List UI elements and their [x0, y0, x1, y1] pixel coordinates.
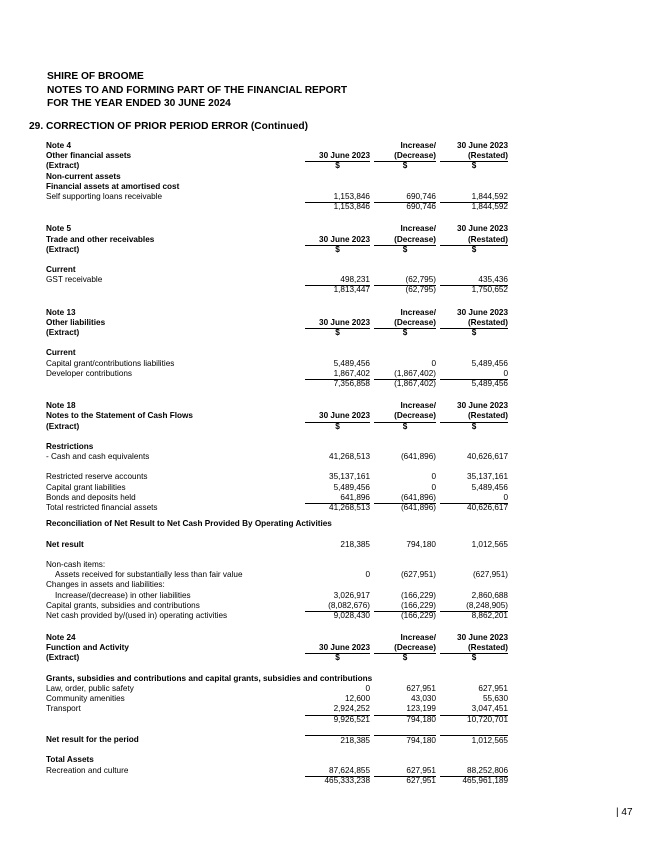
value-change: 43,030: [410, 694, 436, 704]
col-increase-header: Increase/: [400, 307, 436, 317]
note-5-block: [46, 224, 508, 295]
total-row: [46, 285, 508, 295]
total-2023: 1,153,846: [333, 202, 370, 212]
value-change: 123,199: [374, 704, 436, 715]
total-2023: 9,028,430: [333, 610, 370, 620]
value-2023: 41,268,513: [329, 452, 370, 462]
note-24-block: [46, 633, 508, 786]
subheading: Total Assets: [46, 755, 94, 765]
total-change: (166,229): [400, 610, 436, 620]
col-restated-header: 30 June 2023: [457, 307, 508, 317]
total-change: 690,746: [406, 202, 436, 212]
value-change: 0: [431, 472, 436, 482]
total-row: [46, 202, 508, 212]
total-restated: 1,750,652: [471, 285, 508, 295]
value-restated: 1,844,592: [440, 192, 508, 203]
value-restated: 0: [440, 493, 508, 504]
table-row: [46, 359, 508, 369]
value-change: 0: [431, 482, 436, 492]
value-2023: 1,867,402: [305, 369, 370, 380]
col-restated-header: 30 June 2023: [457, 141, 508, 150]
value-restated: 2,860,688: [471, 590, 508, 600]
extract-label: (Extract): [46, 328, 80, 337]
value-restated: 55,630: [482, 694, 508, 704]
value-2023: 641,896: [305, 493, 370, 504]
notes-content: [46, 141, 508, 786]
col-restated-header: 30 June 2023: [457, 633, 508, 643]
row-label: Assets received for substantially less than fair value: [55, 570, 243, 580]
value-2023: 35,137,161: [329, 472, 370, 482]
table-row: [46, 601, 508, 611]
row-label: Total restricted financial assets: [46, 503, 158, 512]
subheading: Grants, subsidies and contributions and capital grants, subsidies and contributions: [46, 673, 373, 683]
table-row: [46, 704, 508, 714]
value-restated: 3,047,451: [440, 704, 508, 715]
value-2023: 0: [365, 570, 370, 580]
row-label: Restricted reserve accounts: [46, 472, 148, 482]
col-decrease-header: (Decrease): [374, 643, 436, 654]
value-restated: 5,489,456: [471, 482, 508, 492]
table-row: [46, 452, 508, 462]
note-18-block: [46, 401, 508, 621]
total-2023: 465,333,238: [324, 775, 370, 785]
subheading: Changes in assets and liabilities:: [46, 580, 165, 590]
value-2023: (8,082,676): [305, 601, 370, 612]
col-restated-sub: (Restated): [440, 643, 508, 654]
value-2023: 3,026,917: [333, 590, 370, 600]
note-title: Function and Activity: [46, 643, 129, 653]
table-row: [46, 570, 508, 580]
row-label: Net result for the period: [46, 734, 139, 744]
note-13-block: [46, 308, 508, 390]
row-label: Self supporting loans receivable: [46, 191, 163, 201]
value-2023: 87,624,855: [305, 766, 370, 777]
table-row: [46, 472, 508, 482]
currency-label: $: [471, 161, 477, 171]
row-label: Transport: [46, 704, 81, 714]
row-label: Capital grant/contributions liabilities: [46, 358, 175, 368]
table-row: [46, 493, 508, 503]
value-restated: 88,252,806: [440, 766, 508, 777]
value-change: (62,795): [374, 275, 436, 286]
value-restated: (627,951): [472, 570, 508, 580]
value-change: (627,951): [400, 570, 436, 580]
value-change: (641,896): [400, 452, 436, 462]
value-change: 0: [431, 358, 436, 368]
col-increase-header: Increase/: [400, 633, 436, 643]
value-2023: 5,489,456: [333, 358, 370, 368]
value-change: 690,746: [374, 192, 436, 203]
currency-label: $: [335, 328, 340, 337]
total-2023: 7,356,858: [333, 378, 370, 388]
value-restated: 35,137,161: [467, 472, 508, 482]
total-restated: 10,720,701: [467, 714, 508, 724]
table-row: [46, 540, 508, 550]
table-row: [46, 369, 508, 379]
value-restated: 435,436: [440, 275, 508, 286]
col-restated-sub: (Restated): [440, 151, 508, 162]
total-row: [46, 715, 508, 725]
value-change: (641,896): [374, 493, 436, 504]
note-number: Note 18: [46, 401, 76, 411]
currency-label: $: [335, 161, 340, 171]
value-2023: 5,489,456: [333, 482, 370, 492]
currency-label: $: [471, 328, 477, 337]
currency-label: $: [402, 161, 408, 171]
col-restated-sub: (Restated): [440, 318, 508, 329]
total-2023: 9,926,521: [333, 714, 370, 724]
currency-label: $: [335, 653, 340, 663]
value-change: (166,229): [400, 590, 436, 600]
total-2023: 1,813,447: [333, 285, 370, 295]
col-restated-header: 30 June 2023: [457, 401, 508, 411]
value-2023: 1,153,846: [305, 192, 370, 203]
currency-label: $: [402, 328, 408, 337]
note-number: Note 24: [46, 633, 76, 643]
value-2023: 498,231: [305, 275, 370, 286]
total-row: [46, 611, 508, 621]
row-label: GST receivable: [46, 275, 103, 285]
row-label: - Cash and cash equivalents: [46, 452, 150, 462]
value-restated: (8,248,905): [440, 601, 508, 612]
subheading: Current: [46, 348, 76, 358]
note-number: Note 5: [46, 224, 72, 234]
currency-label: $: [471, 244, 477, 254]
table-row: [46, 483, 508, 493]
value-change: 794,180: [406, 539, 436, 549]
total-change: (62,795): [405, 285, 436, 295]
value-restated: 5,489,456: [471, 358, 508, 368]
row-label: Law, order, public safety: [46, 684, 134, 693]
row-label: Capital grants, subsidies and contributions: [46, 600, 200, 610]
total-change: (641,896): [400, 503, 436, 512]
value-restated: 627,951: [478, 684, 508, 693]
col-decrease-header: (Decrease): [374, 235, 436, 246]
total-change: (1,867,402): [394, 378, 436, 388]
currency-label: $: [402, 653, 408, 663]
col-increase-header: Increase/: [400, 141, 436, 150]
col-restated-header: 30 June 2023: [457, 224, 508, 234]
report-period: FOR THE YEAR ENDED 30 JUNE 2024: [47, 98, 231, 109]
subheading: Restrictions: [46, 441, 94, 451]
subheading: Financial assets at amortised cost: [46, 181, 180, 191]
value-2023: 12,600: [344, 694, 370, 704]
value-2023: 218,385: [340, 539, 370, 549]
note-title: Notes to the Statement of Cash Flows: [46, 411, 193, 421]
col-2023-header: 30 June 2023: [305, 318, 370, 329]
extract-label: (Extract): [46, 161, 80, 171]
row-label: Net result: [46, 539, 84, 549]
table-row: [46, 694, 508, 704]
value-change: (1,867,402): [374, 369, 436, 380]
value-restated: 1,012,565: [471, 539, 508, 549]
row-label: Community amenities: [46, 694, 125, 704]
total-row: [46, 379, 508, 389]
subheading: Current: [46, 265, 76, 275]
total-restated: 8,862,201: [471, 610, 508, 620]
reconciliation-title: Reconciliation of Net Result to Net Cash Provided By Operating Activities: [46, 519, 332, 529]
value-restated: 0: [440, 369, 508, 380]
entity-name: SHIRE OF BROOME: [47, 71, 144, 82]
value-restated: 1,012,565: [440, 735, 508, 746]
row-label: Bonds and deposits held: [46, 492, 136, 502]
col-2023-header: 30 June 2023: [305, 411, 370, 422]
col-decrease-header: (Decrease): [374, 411, 436, 422]
total-restated: 40,626,617: [467, 503, 508, 512]
value-2023: 218,385: [305, 735, 370, 746]
col-increase-header: Increase/: [400, 401, 436, 411]
value-2023: 2,924,252: [305, 704, 370, 715]
currency-label: $: [335, 244, 340, 254]
extract-label: (Extract): [46, 653, 80, 663]
total-restated: 1,844,592: [471, 202, 508, 212]
table-row: [46, 275, 508, 285]
subheading: Non-current assets: [46, 171, 121, 181]
col-restated-sub: (Restated): [440, 411, 508, 422]
page-number: | 47: [616, 807, 633, 818]
value-change: 794,180: [374, 735, 436, 746]
total-restated: 5,489,456: [471, 378, 508, 388]
table-row: [46, 591, 508, 601]
extract-label: (Extract): [46, 244, 80, 254]
value-2023: 0: [365, 684, 370, 693]
note-title: Other financial assets: [46, 151, 132, 161]
value-change: 627,951: [374, 766, 436, 777]
total-2023: 41,268,513: [329, 503, 370, 512]
table-row: [46, 192, 508, 202]
subheading: Non-cash items:: [46, 559, 106, 569]
col-2023-header: 30 June 2023: [305, 151, 370, 162]
note-title: Trade and other receivables: [46, 234, 155, 244]
row-label: Net cash provided by/(used in) operating activities: [46, 610, 228, 620]
col-decrease-header: (Decrease): [374, 318, 436, 329]
currency-label: $: [335, 421, 340, 431]
row-label: Increase/(decrease) in other liabilities: [55, 590, 191, 600]
note-number: Note 4: [46, 141, 72, 150]
value-change: (166,229): [374, 601, 436, 612]
note-4-block: [46, 141, 508, 212]
col-2023-header: 30 June 2023: [305, 643, 370, 654]
total-change: 627,951: [406, 775, 436, 785]
currency-label: $: [471, 421, 477, 431]
row-label: Developer contributions: [46, 368, 133, 378]
currency-label: $: [402, 244, 408, 254]
extract-label: (Extract): [46, 421, 80, 431]
row-label: Recreation and culture: [46, 765, 129, 775]
table-row: [46, 684, 508, 694]
section-title: 29. CORRECTION OF PRIOR PERIOD ERROR (Continued): [29, 121, 309, 132]
report-header: [47, 70, 347, 111]
col-2023-header: 30 June 2023: [305, 235, 370, 246]
report-title: NOTES TO AND FORMING PART OF THE FINANCIAL REPORT: [47, 84, 348, 96]
row-label: Capital grant liabilities: [46, 482, 126, 492]
col-increase-header: Increase/: [400, 224, 436, 234]
note-number: Note 13: [46, 307, 76, 317]
total-change: 794,180: [406, 714, 436, 724]
total-restated: 465,961,189: [462, 775, 508, 785]
col-decrease-header: (Decrease): [374, 151, 436, 162]
note-title: Other liabilities: [46, 317, 106, 327]
currency-label: $: [402, 421, 408, 431]
value-restated: 40,626,617: [467, 452, 508, 462]
col-restated-sub: (Restated): [440, 235, 508, 246]
currency-label: $: [471, 653, 477, 663]
total-row: [46, 735, 508, 745]
value-change: 627,951: [406, 684, 436, 693]
total-row: [46, 776, 508, 786]
table-row: [46, 766, 508, 776]
total-row: [46, 503, 508, 513]
